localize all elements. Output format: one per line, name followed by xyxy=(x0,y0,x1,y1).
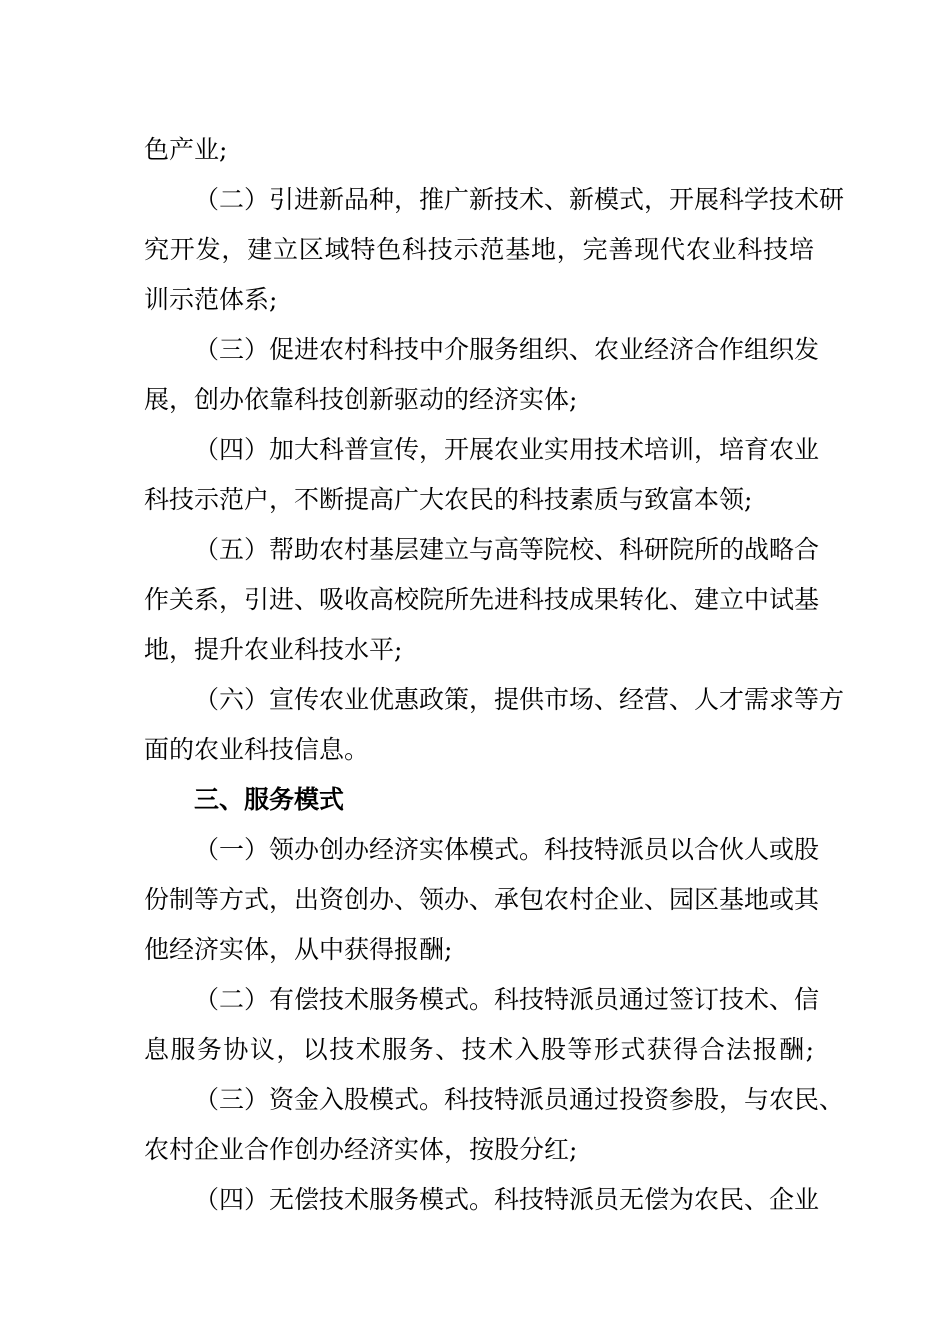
paragraph-mode-1-line: （一）领办创办经济实体模式。科技特派员以合伙人或股 xyxy=(194,835,820,864)
text-line: 作关系，引进、吸收高校院所先进科技成果转化、建立中试基 xyxy=(144,585,820,614)
paragraph-mode-2-line: （二）有偿技术服务模式。科技特派员通过签订技术、信 xyxy=(194,985,820,1014)
paragraph-item-4-line: （四）加大科普宣传，开展农业实用技术培训，培育农业 xyxy=(194,435,820,464)
text-line: 科技示范户，不断提高广大农民的科技素质与致富本领; xyxy=(144,485,753,514)
text-line: 色产业; xyxy=(144,135,228,164)
text-line: 农村企业合作创办经济实体，按股分红; xyxy=(144,1135,578,1164)
text-line: 份制等方式，出资创办、领办、承包农村企业、园区基地或其 xyxy=(144,885,820,914)
paragraph-item-3-line: （三）促进农村科技中介服务组织、农业经济合作组织发 xyxy=(194,335,820,364)
paragraph-item-2-line: （二）引进新品种，推广新技术、新模式，开展科学技术研 xyxy=(194,185,845,214)
section-heading: 三、服务模式 xyxy=(194,785,345,814)
paragraph-item-6-line: （六）宣传农业优惠政策，提供市场、经营、人才需求等方 xyxy=(194,685,845,714)
text-line: 究开发，建立区域特色科技示范基地，完善现代农业科技培 xyxy=(144,235,814,264)
text-line: 面的农业科技信息。 xyxy=(144,735,370,764)
text-line: 地，提升农业科技水平; xyxy=(144,635,403,664)
text-line: 他经济实体，从中获得报酬; xyxy=(144,935,453,964)
text-line: 展，创办依靠科技创新驱动的经济实体; xyxy=(144,385,578,414)
text-line: 息服务协议，以技术服务、技术入股等形式获得合法报酬; xyxy=(144,1035,814,1064)
paragraph-item-5-line: （五）帮助农村基层建立与高等院校、科研院所的战略合 xyxy=(194,535,820,564)
paragraph-mode-3-line: （三）资金入股模式。科技特派员通过投资参股，与农民、 xyxy=(194,1085,845,1114)
text-line: 训示范体系; xyxy=(144,285,278,314)
paragraph-mode-4-line: （四）无偿技术服务模式。科技特派员无偿为农民、企业 xyxy=(194,1185,820,1214)
